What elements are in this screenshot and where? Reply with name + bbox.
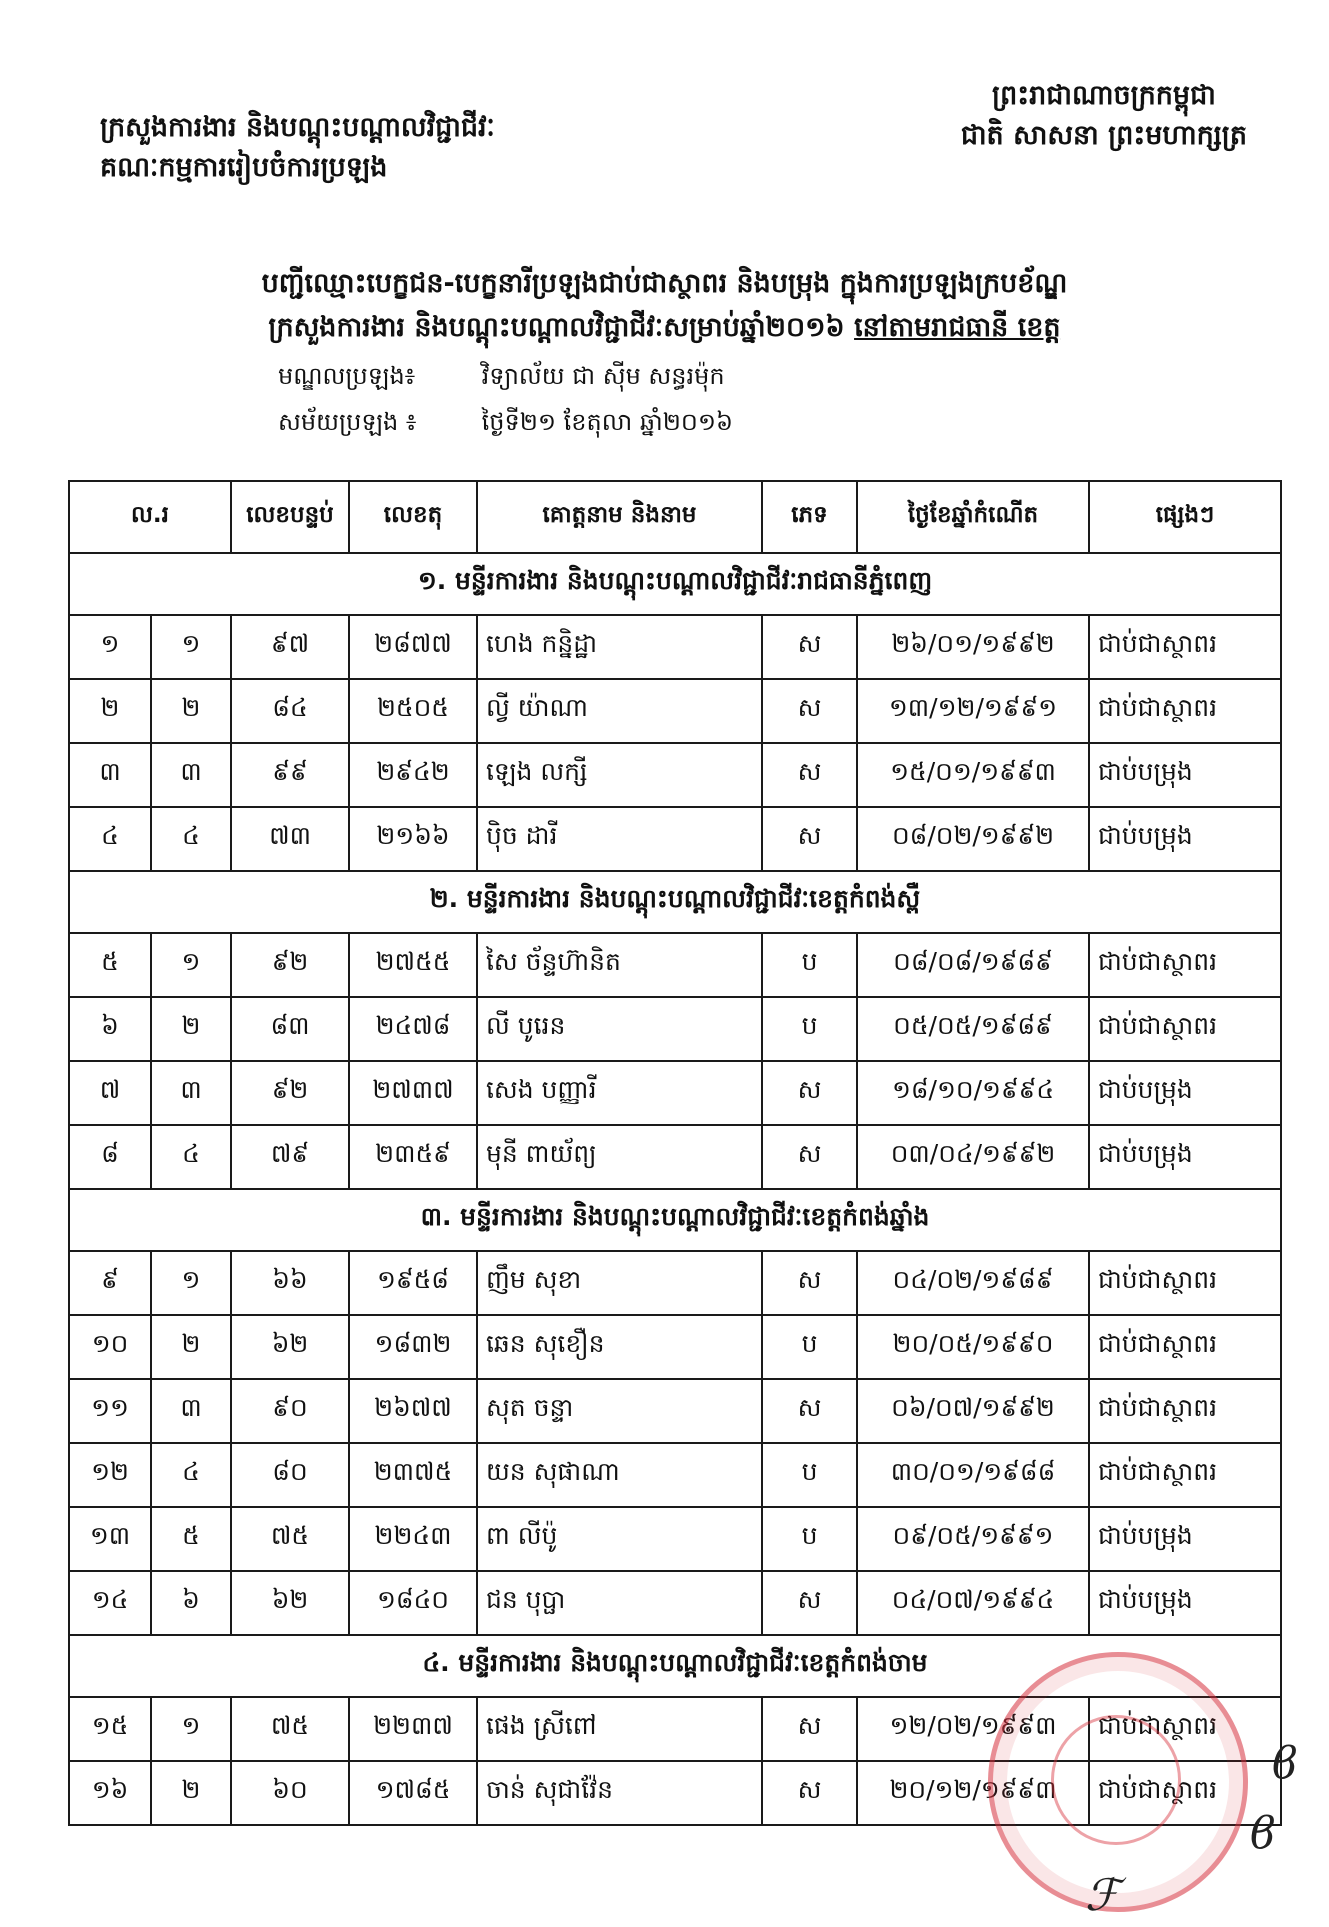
cell-result: ជាប់ជាស្ថាពរ (1089, 679, 1281, 743)
cell-sex: ស (762, 807, 857, 871)
exam-center-line (278, 356, 725, 396)
cell-sub-no: ៣ (151, 1379, 231, 1443)
cell-name: លី បូរេន (477, 997, 762, 1061)
table-row (69, 1061, 1281, 1125)
cell-sex: ស (762, 1379, 857, 1443)
cell-name: សុត ចន្ទា (477, 1379, 762, 1443)
table-row (69, 1571, 1281, 1635)
cell-result: ជាប់បម្រុង (1089, 1061, 1281, 1125)
cell-room: ៨៣ (231, 997, 349, 1061)
cell-sub-no: ១ (151, 615, 231, 679)
cell-sub-no: ១ (151, 933, 231, 997)
group-header-row (69, 553, 1281, 615)
table-row (69, 743, 1281, 807)
cell-name: ហេង កន្និដ្ឋា (477, 615, 762, 679)
cell-no: ១២ (69, 1443, 151, 1507)
col-header-name: គោត្តនាម និងនាម (477, 481, 762, 553)
cell-sub-no: ២ (151, 1315, 231, 1379)
exam-center-label: មណ្ឌលប្រឡង៖ (278, 362, 416, 390)
title-line-1: បញ្ជីឈ្មោះបេក្ខជន-បេក្ខនារីប្រឡងជាប់ជាស្ថាពរ និងបម្រុង ក្នុងការប្រឡងក្របខ័ណ្ឌ (261, 268, 1068, 299)
cell-room: ៦២ (231, 1571, 349, 1635)
cell-room: ៦២ (231, 1315, 349, 1379)
cell-seat: ២៨៧៧ (349, 615, 477, 679)
cell-sex: ប (762, 1507, 857, 1571)
table-row (69, 615, 1281, 679)
table-row (69, 1315, 1281, 1379)
cell-sub-no: ៣ (151, 1061, 231, 1125)
cell-sub-no: ២ (151, 1761, 231, 1825)
cell-result: ជាប់បម្រុង (1089, 1125, 1281, 1189)
cell-sex: ស (762, 1571, 857, 1635)
cell-sub-no: ៤ (151, 1443, 231, 1507)
table-row (69, 997, 1281, 1061)
cell-result: ជាប់ជាស្ថាពរ (1089, 1251, 1281, 1315)
cell-sex: ស (762, 743, 857, 807)
cell-sub-no: ៤ (151, 1125, 231, 1189)
title-line-2-main: ក្រសួងការងារ និងបណ្តុះបណ្តាលវិជ្ជាជីវៈសម្រាប់ឆ្នាំ២០១៦ (268, 312, 845, 343)
group-title: ១. មន្ទីរការងារ និងបណ្តុះបណ្តាលវិជ្ជាជីវៈរាជធានីភ្នំពេញ (69, 553, 1281, 615)
kingdom-line: ព្រះរាជាណាចក្រកម្ពុជា (992, 80, 1216, 111)
exam-date-line (278, 402, 733, 442)
initial-mark: ϐ (1272, 1738, 1298, 1789)
cell-dob: ១៣/១២/១៩៩១ (857, 679, 1089, 743)
seal-emblem (1051, 1715, 1181, 1845)
table-row (69, 1251, 1281, 1315)
cell-dob: ៣០/០១/១៩៨៨ (857, 1443, 1089, 1507)
cell-result: ជាប់ជាស្ថាពរ (1089, 1443, 1281, 1507)
cell-room: ៩០ (231, 1379, 349, 1443)
cell-seat: ២៣៧៥ (349, 1443, 477, 1507)
cell-sex: ស (762, 1125, 857, 1189)
col-header-dob: ថ្ងៃខែឆ្នាំកំណើត (857, 481, 1089, 553)
cell-room: ៨០ (231, 1443, 349, 1507)
title-line-2 (60, 306, 1269, 350)
cell-room: ៧៩ (231, 1125, 349, 1189)
exam-center-value: វិទ្យាល័យ ជា ស៊ីម សន្ធរម៉ុក (481, 362, 725, 390)
cell-result: ជាប់បម្រុង (1089, 1507, 1281, 1571)
cell-name: លី្វ យ៉ាណា (477, 679, 762, 743)
cell-dob: ០៤/០៧/១៩៩៤ (857, 1571, 1089, 1635)
cell-sex: ស (762, 615, 857, 679)
cell-result: ជាប់បម្រុង (1089, 743, 1281, 807)
cell-dob: ២០/១២/១៩៩៣ (857, 1761, 1089, 1825)
cell-dob: ០៦/០៧/១៩៩២ (857, 1379, 1089, 1443)
cell-no: ១៤ (69, 1571, 151, 1635)
cell-seat: ២១៦៦ (349, 807, 477, 871)
cell-sub-no: ៤ (151, 807, 231, 871)
cell-seat: ២៥០៥ (349, 679, 477, 743)
document-title (60, 262, 1269, 350)
cell-name: ពា លីប៉ូ (477, 1507, 762, 1571)
cell-dob: ០៩/០៥/១៩៩១ (857, 1507, 1089, 1571)
cell-no: ៦ (69, 997, 151, 1061)
cell-sub-no: ៣ (151, 743, 231, 807)
cell-dob: ០៨/០៨/១៩៨៩ (857, 933, 1089, 997)
title-line-2-underlined: នៅតាមរាជធានី ខេត្ត (854, 312, 1061, 343)
group-header-row (69, 1189, 1281, 1251)
cell-room: ៧៥ (231, 1507, 349, 1571)
cell-room: ៩២ (231, 933, 349, 997)
cell-no: ១៥ (69, 1697, 151, 1761)
cell-no: ៣ (69, 743, 151, 807)
cell-dob: ២០/០៥/១៩៩០ (857, 1315, 1089, 1379)
cell-name: ឡេង លក្សី (477, 743, 762, 807)
cell-sex: ស (762, 679, 857, 743)
cell-name: យន សុផាណា (477, 1443, 762, 1507)
cell-no: ១៣ (69, 1507, 151, 1571)
cell-room: ៨៤ (231, 679, 349, 743)
cell-sex: ស (762, 1761, 857, 1825)
cell-sex: ស (762, 1061, 857, 1125)
cell-seat: ១៨៣២ (349, 1315, 477, 1379)
cell-sex: ប (762, 1443, 857, 1507)
table-row (69, 807, 1281, 871)
cell-name: សេង បញ្ញារី (477, 1061, 762, 1125)
cell-name: សៃ ច័ន្ទហ៊ានិត (477, 933, 762, 997)
group-title: ៣. មន្ទីរការងារ និងបណ្តុះបណ្តាលវិជ្ជាជីវៈខេត្តកំពង់ឆ្នាំង (69, 1189, 1281, 1251)
col-header-room: លេខបន្ទប់ (231, 481, 349, 553)
cell-sub-no: ១ (151, 1697, 231, 1761)
cell-result: ជាប់ជាស្ថាពរ (1089, 997, 1281, 1061)
exam-date-label: សម័យប្រឡង ៖ (278, 408, 417, 436)
cell-no: ១១ (69, 1379, 151, 1443)
table-row (69, 679, 1281, 743)
nation-religion-king-line: ជាតិ សាសនា ព្រះមហាក្សត្រ (960, 120, 1247, 151)
table-row (69, 1507, 1281, 1571)
table-row (69, 933, 1281, 997)
cell-name: ផេង ស្រីពៅ (477, 1697, 762, 1761)
cell-sub-no: ២ (151, 679, 231, 743)
cell-room: ៧៣ (231, 807, 349, 871)
cell-no: ១០ (69, 1315, 151, 1379)
cell-result: ជាប់ជាស្ថាពរ (1089, 1379, 1281, 1443)
cell-room: ៩៩ (231, 743, 349, 807)
ministry-header (100, 108, 495, 188)
cell-sub-no: ៥ (151, 1507, 231, 1571)
cell-result: ជាប់បម្រុង (1089, 1571, 1281, 1635)
group-title: ៤. មន្ទីរការងារ និងបណ្តុះបណ្តាលវិជ្ជាជីវៈខេត្តកំពង់ចាម (69, 1635, 1281, 1697)
cell-no: ៥ (69, 933, 151, 997)
cell-dob: ២៦/០១/១៩៩២ (857, 615, 1089, 679)
col-header-other: ផ្សេងៗ (1089, 481, 1281, 553)
cell-sub-no: ១ (151, 1251, 231, 1315)
cell-room: ៩២ (231, 1061, 349, 1125)
cell-dob: ១២/០២/១៩៩៣ (857, 1697, 1089, 1761)
cell-name: ឆេន សុខឿន (477, 1315, 762, 1379)
cell-seat: ២៦៧៧ (349, 1379, 477, 1443)
candidate-table (68, 480, 1282, 1826)
cell-no: ៨ (69, 1125, 151, 1189)
cell-dob: ០៨/០២/១៩៩២ (857, 807, 1089, 871)
cell-dob: ០៥/០៥/១៩៨៩ (857, 997, 1089, 1061)
initial-mark: ϐ (1250, 1808, 1276, 1859)
table-body (69, 553, 1281, 1825)
ministry-name: ក្រសួងការងារ និងបណ្តុះបណ្តាលវិជ្ជាជីវៈ (100, 112, 495, 143)
cell-room: ៦០ (231, 1761, 349, 1825)
cell-sex: ស (762, 1697, 857, 1761)
kingdom-motto (961, 76, 1247, 156)
cell-seat: ២៣៥៩ (349, 1125, 477, 1189)
cell-sex: ប (762, 1315, 857, 1379)
cell-seat: ១៩៥៨ (349, 1251, 477, 1315)
cell-seat: ២៩៤២ (349, 743, 477, 807)
cell-sex: ប (762, 933, 857, 997)
group-header-row (69, 871, 1281, 933)
cell-name: ញឹម សុខា (477, 1251, 762, 1315)
cell-no: ២ (69, 679, 151, 743)
cell-result: ជាប់ជាស្ថាពរ (1089, 1697, 1281, 1761)
cell-room: ៧៥ (231, 1697, 349, 1761)
cell-no: ៤ (69, 807, 151, 871)
table-row (69, 1379, 1281, 1443)
cell-sub-no: ២ (151, 997, 231, 1061)
cell-name: ប៉ិច ដារី (477, 807, 762, 871)
cell-result: ជាប់បម្រុង (1089, 807, 1281, 871)
group-title: ២. មន្ទីរការងារ និងបណ្តុះបណ្តាលវិជ្ជាជីវៈខេត្តកំពង់ស្ពឺ (69, 871, 1281, 933)
col-header-seat: លេខតុ (349, 481, 477, 553)
cell-sub-no: ៦ (151, 1571, 231, 1635)
cell-seat: ២២៣៧ (349, 1697, 477, 1761)
cell-result: ជាប់ជាស្ថាពរ (1089, 1315, 1281, 1379)
cell-dob: ១៨/១០/១៩៩៤ (857, 1061, 1089, 1125)
cell-sex: ស (762, 1251, 857, 1315)
cell-no: ១៦ (69, 1761, 151, 1825)
cell-result: ជាប់ជាស្ថាពរ (1089, 1761, 1281, 1825)
cell-seat: ១៨៤០ (349, 1571, 477, 1635)
cell-result: ជាប់ជាស្ថាពរ (1089, 615, 1281, 679)
cell-name: ចាន់ សុជាវ៉ែន (477, 1761, 762, 1825)
cell-seat: ២២៤៣ (349, 1507, 477, 1571)
cell-dob: ០៤/០២/១៩៨៩ (857, 1251, 1089, 1315)
cell-sex: ប (762, 997, 857, 1061)
cell-result: ជាប់ជាស្ថាពរ (1089, 933, 1281, 997)
cell-name: មុនី ពាយ័ព្យ (477, 1125, 762, 1189)
cell-room: ៦៦ (231, 1251, 349, 1315)
signature-mark: ℱ (1085, 1870, 1120, 1921)
cell-dob: ១៥/០១/១៩៩៣ (857, 743, 1089, 807)
cell-seat: ១៧៨៥ (349, 1761, 477, 1825)
cell-room: ៩៧ (231, 615, 349, 679)
col-header-no: ល.រ (69, 481, 231, 553)
col-header-sex: ភេទ (762, 481, 857, 553)
cell-seat: ២៤៧៨ (349, 997, 477, 1061)
exam-date-value: ថ្ងៃទី២១ ខែតុលា ឆ្នាំ២០១៦ (481, 408, 734, 436)
cell-name: ជន បុប្ផា (477, 1571, 762, 1635)
committee-name: គណៈកម្មការរៀបចំការប្រឡង (100, 152, 388, 183)
cell-no: ១ (69, 615, 151, 679)
table-row (69, 1125, 1281, 1189)
cell-no: ៧ (69, 1061, 151, 1125)
cell-seat: ២៧៥៥ (349, 933, 477, 997)
cell-seat: ២៧៣៧ (349, 1061, 477, 1125)
cell-no: ៩ (69, 1251, 151, 1315)
cell-dob: ០៣/០៤/១៩៩២ (857, 1125, 1089, 1189)
table-row (69, 1443, 1281, 1507)
